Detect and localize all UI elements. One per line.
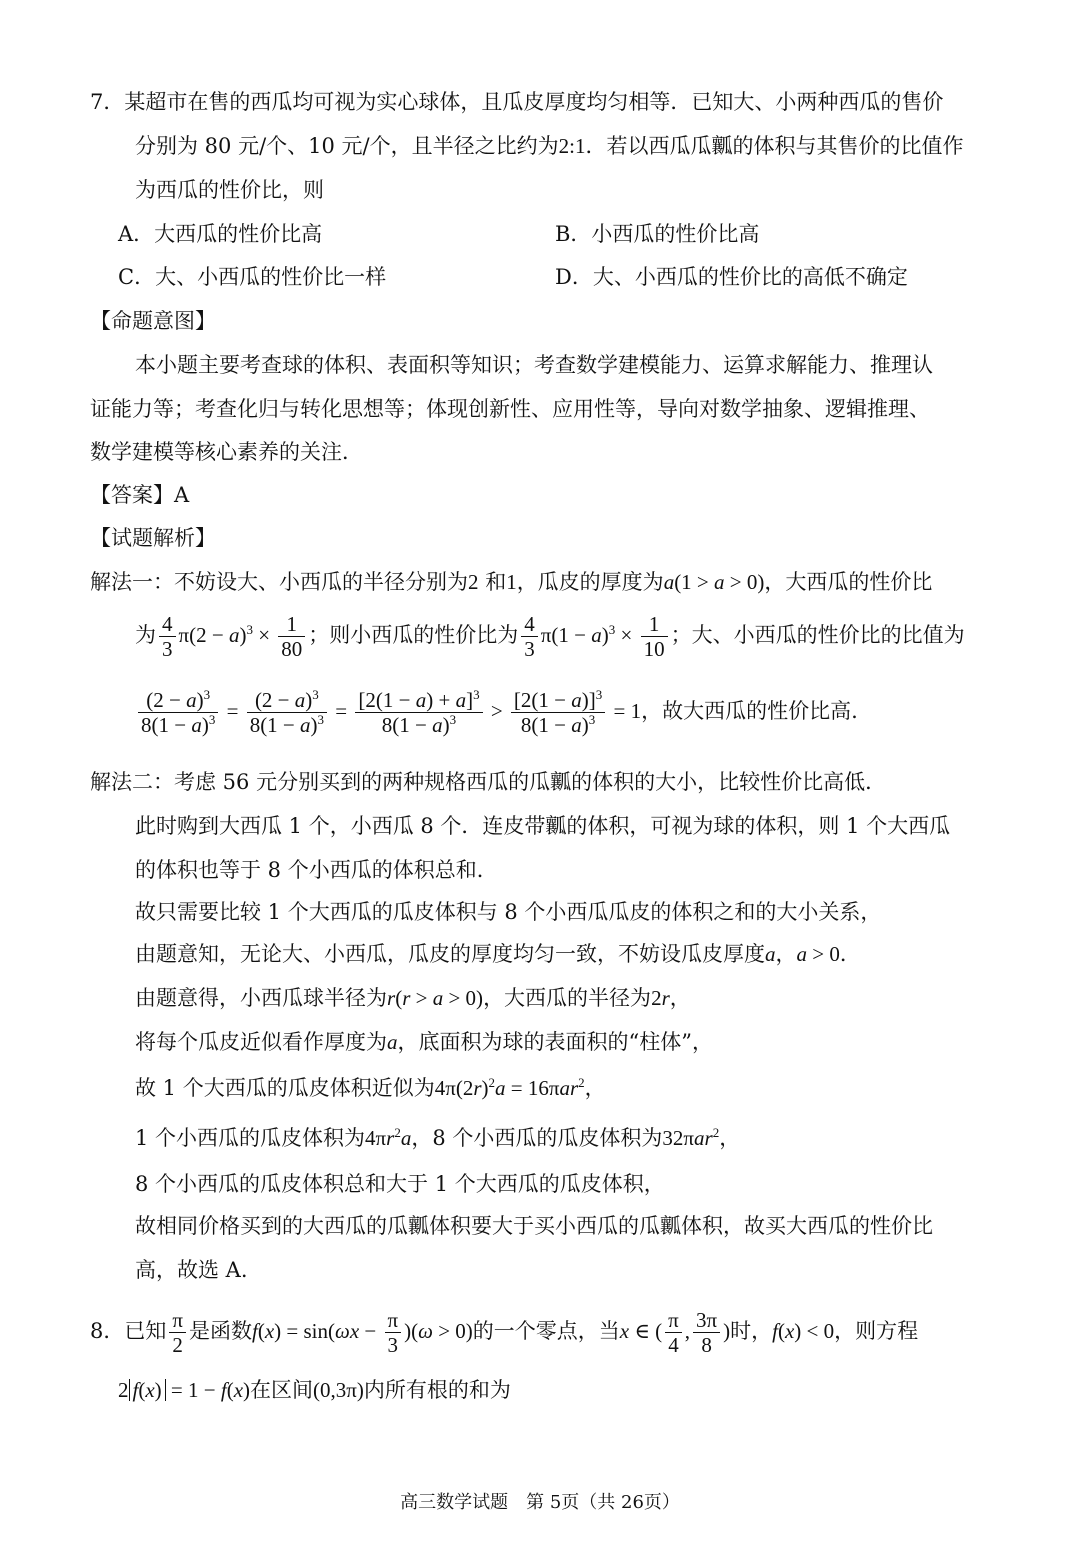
- method1-line-3: $\frac{(2 - a)^3}{8(1 - a)^3}$ = $\frac{(2 - a)^3}{8(1 - a)^3}$ = $\frac{[2(1 - a) + a]^3}{8(1 - a)^3}$ > $\frac{[2(1 - a)]^3}{8(1 - a)^3}$ = 1，故大西瓜的性价比高.: [135, 688, 858, 737]
- page-footer: 高三数学试题 第 5页（共 26页）: [400, 1492, 680, 1513]
- q7-line-1: 7．某超市在售的西瓜均可视为实心球体，且瓜皮厚度均匀相等．已知大、小两种西瓜的售价: [90, 90, 944, 114]
- q7-line-3: 为西瓜的性价比，则: [135, 178, 324, 202]
- method2-line-7: 将每个瓜皮近似看作厚度为a，底面积为球的表面积的“柱体”，: [135, 1030, 713, 1054]
- method2-line-9: 1 个小西瓜的瓜皮体积为$4\pi r^2a$，8 个小西瓜的瓜皮体积为32πar$^2$，: [135, 1125, 741, 1150]
- answer: 【答案】A: [90, 483, 190, 507]
- method2-line-2: 此时购到大西瓜 1 个，小西瓜 8 个．连皮带瓤的体积，可视为球的体积，则 1 个大西瓜: [135, 814, 951, 838]
- ratio: 2:1: [558, 134, 586, 158]
- q7-line-2: 分别为 80 元/个、10 元/个，且半径之比约为2:1．若以西瓜瓜瓤的体积与其售价的比值作: [135, 134, 964, 158]
- intent-paragraph-2: 证能力等；考查化归与转化思想等；体现创新性、应用性等，导向对数学抽象、逻辑推理、: [90, 397, 930, 421]
- q7-option-a: A．大西瓜的性价比高: [118, 222, 323, 246]
- method2-line-5: 由题意知，无论大、小西瓜，瓜皮的厚度均匀一致，不妨设瓜皮厚度a，a > 0．: [135, 942, 861, 966]
- q8-line-1: 8．已知 $\frac{\pi}{2}$ 是函数f(x) = sin(ωx − $\frac{\pi}{3}$ )(ω > 0)的一个零点，当x ∈ ( $\frac{\pi}{4}$ , $\frac{3\pi}{8}$ )时，f(x) < 0，则方程: [90, 1308, 919, 1358]
- intent-paragraph-3: 数学建模等核心素养的关注．: [90, 440, 363, 464]
- method2-line-4: 故只需要比较 1 个大西瓜的瓜皮体积与 8 个小西瓜瓜皮的体积之和的大小关系，: [135, 900, 882, 924]
- method2-line-11: 故相同价格买到的大西瓜的瓜瓤体积要大于买小西瓜的瓜瓤体积，故买大西瓜的性价比: [135, 1214, 933, 1238]
- analysis-heading: 【试题解析】: [90, 526, 216, 550]
- q7-option-b: B．小西瓜的性价比高: [555, 222, 760, 246]
- method2-line-8: 故 1 个大西瓜的瓜皮体积近似为$4\pi(2r)^2a = 16\pi ar^2$，: [135, 1075, 606, 1100]
- q7-option-c: C．大、小西瓜的性价比一样: [118, 265, 387, 289]
- q7-option-d: D．大、小西瓜的性价比的高低不确定: [555, 265, 908, 289]
- method2-line-6: 由题意得，小西瓜球半径为r(r > a > 0)，大西瓜的半径为2r，: [135, 986, 691, 1010]
- q8-line-2: 2 f(x) = 1 − f(x)在区间(0,3π)内所有根的和为: [118, 1378, 511, 1402]
- method2-line-1: 解法二：考虑 56 元分别买到的两种规格西瓜的瓜瓤的体积的大小，比较性价比高低．: [90, 770, 887, 794]
- method2-line-10: 8 个小西瓜的瓜皮体积总和大于 1 个大西瓜的瓜皮体积，: [135, 1172, 665, 1196]
- method2-line-3: 的体积也等于 8 个小西瓜的体积总和．: [135, 858, 498, 882]
- intent-paragraph-1: 本小题主要考查球的体积、表面积等知识；考查数学建模能力、运算求解能力、推理认: [135, 353, 933, 377]
- method1-line-1: 解法一：不妨设大、小西瓜的半径分别为2 和1，瓜皮的厚度为a(1 > a > 0)，大西瓜的性价比: [90, 570, 933, 594]
- method2-line-12: 高，故选 A.: [135, 1258, 248, 1282]
- method1-line-2: 为 $\frac{4}{3}$ $\pi(2 - a)^3$ × $\frac{1}{80}$ ；则小西瓜的性价比为 $\frac{4}{3}$ $\pi(1 - a)^3$ × $\frac{1}{10}$ ；大、小西瓜的性价比的比值为: [135, 612, 965, 662]
- intent-heading: 【命题意图】: [90, 309, 216, 333]
